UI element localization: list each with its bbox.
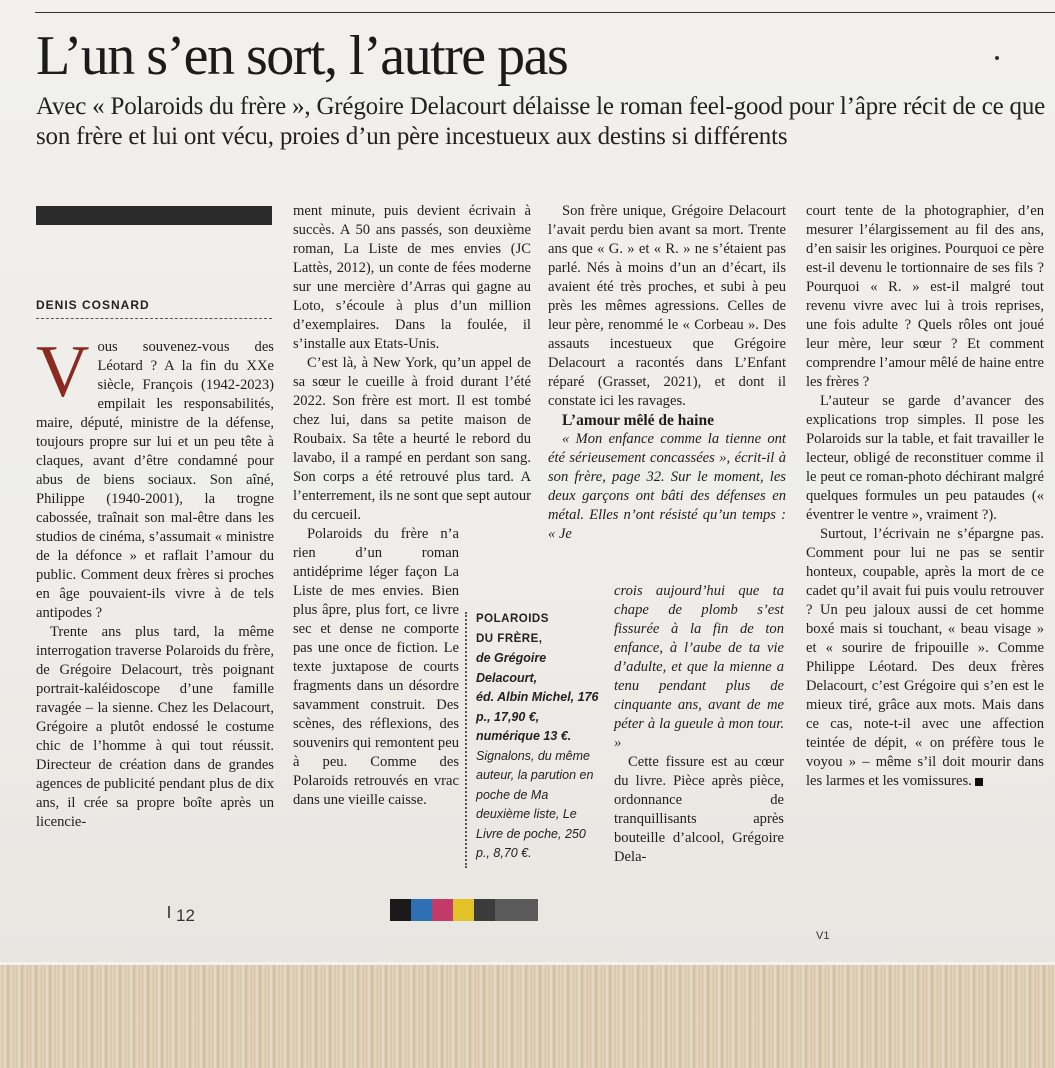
color-swatch [432, 899, 453, 921]
article-headline: L’un s’en sort, l’autre pas [36, 25, 568, 87]
page-number: 12 [176, 906, 195, 925]
drop-cap: V [36, 331, 90, 413]
infobox-title: POLAROIDS [476, 613, 549, 625]
column-4 [806, 202, 1044, 791]
color-swatch [495, 899, 538, 921]
infobox-publisher: éd. Albin Michel, 176 p., 17,90 €, numérique 13 €. [476, 690, 599, 743]
color-swatch [453, 899, 474, 921]
column-1 [36, 331, 274, 832]
article-deck: Avec « Polaroids du frère », Grégoire Delacourt délaisse le roman feel-good pour l’âpre récit de ce que son frère et lui ont vécu, proies d’un père incestueux aux destins si différents [36, 93, 1046, 150]
decorative-dot [995, 56, 999, 60]
paragraph: Cette fissure est au cœur du livre. Pièce après pièce, ordonnance de tranquillisants après bouteille d’alcool, Grégoire Dela- [614, 754, 784, 865]
infobox-note: Signalons, du même auteur, la parution en poche de Ma deuxième liste, Le Livre de poche, 250 p., 8,70 €. [476, 748, 594, 860]
paragraph: crois aujourd’hui que ta chape de plomb s’est fissurée à la fin de ton enfance, à l’aube de ta vie d’adulte, et que la mienne a tenu pendant plus de cinquante ans, avant de me péter à la gueule à mon tour. » [614, 583, 784, 751]
paragraph: Trente ans plus tard, la même interrogation traverse Polaroids du frère, de Grégoire Delacourt, très poignant portrait-kaléidoscope d’une famille ravagée – la sienne. Chez les Delacourt, Grégoire a plutôt endossé le costume chic de l’homme à qui tout réussit. Directeur de création dans de grandes agences de publicité pendant plus de dix ans, il crée sa propre boîte après un licencie- [36, 624, 274, 830]
book-infobox [476, 610, 600, 864]
byline: DENIS COSNARD [36, 298, 272, 319]
infobox-divider [465, 612, 467, 868]
paragraph: Son frère unique, Grégoire Delacourt l’avait perdu bien avant sa mort. Trente ans que « G. » et « R. » ne s’étaient pas parlé. Nés à moins d’un an d’écart, ils avaient été très proches, et subi à peu près les mêmes agressions. Celles de leur père, renommé le « Corbeau ». Des assauts incestueux que Grégoire Delacourt a racontés dans L’Enfant réparé (Grasset, 2021), et dont il constate ici les ravages. [548, 203, 786, 409]
section-bar [36, 206, 272, 225]
paragraph: « Mon enfance comme la tienne ont été sérieusement concassées », écrit-il à son frère, page 32. Sur le moment, les deux garçons ont bâti des défenses en métal. Elles n’ont résisté qu’un temps : « Je [548, 431, 786, 542]
paragraph: court tente de la photographier, d’en mesurer l’élargissement au fil des ans, d’en saisir les origines. Pourquoi ce père est-il devenu le tortionnaire de ses fils ? Pourquoi « R. » est-il malgré tout revenu vivre avec lui à trois reprises, une fois adulte ? Quels rôles ont joué leur mère, leur sœur ? Et comment comprendre l’amour mêlé de haine entre les frères ? [806, 203, 1044, 390]
color-swatch [390, 899, 411, 921]
subheading: L’amour mêlé de haine [562, 412, 714, 429]
color-swatch [474, 899, 495, 921]
paragraph: Polaroids du frère n’a rien d’un roman antidéprime léger façon La Liste de mes envies. Bien plus âpre, plus fort, ce livre sec et dense ne comporte pas une once de fiction. Le texte juxtapose de courts fragments dans un désordre savamment construit. Des scènes, des réflexions, des souvenirs qui remontent peu à peu. Comme des Polaroids retrouvés en vrac dans une vieille caisse. [293, 526, 459, 808]
edition-version: V1 [816, 930, 830, 942]
paragraph: Vous souvenez-vous des Léotard ? A la fin du XXe siècle, François (1942-2023) empilait les responsabilités, maire, député, ministre de la défense, toujours propre sur lui et un peu tête à claques, avant d’être condamné pour abus de biens sociaux. Son aîné, Philippe (1940-2001), la trogne cabossée, traînait son mal-être dans les studios de cinéma, s’assumait « ministre de la défonce » et raflait l’amour du public. Comment deux frères si proches en âge pouvaient-ils vivre à de tels antipodes ? [36, 331, 274, 621]
paragraph: Surtout, l’écrivain ne s’épargne pas. Comment pour lui ne pas se sentir honteux, coupable, après la mort de ce cadet qu’il avait fui puis voulu retrouver ? Un peu jaloux aussi de cet homme boxé mais si touchant, « beau visage » et « sourire de fripouille ». Comme Philippe Léotard. Des deux frères Delacourt, c’est Grégoire qui s’en est le mieux tiré, grâce aux mots. Mais dans ce cas, note-t-il avec une affection teintée de dépit, « on préfère tous le voyou » – même s’il doit mourir dans les larmes et les vomissures. [806, 526, 1044, 789]
crop-tick [168, 906, 170, 918]
column-3 [548, 202, 786, 544]
paragraph: C’est là, à New York, qu’un appel de sa sœur le cueille à froid durant l’été 2022. Son frère est mort. Il est tombé chez lui, dans sa petite maison de Roubaix. Sa tête a heurté le rebord du lavabo, il a rampé en perdant son sang. Son corps a été retrouvé plus tard. A l’enterrement, ils ne sont que sept autour du cercueil. [293, 355, 531, 523]
registration-color-bar [390, 899, 538, 921]
color-swatch [411, 899, 432, 921]
paragraph: L’auteur se garde d’avancer des explications trop simples. Il pose les Polaroids sur la table, et fait travailler le lecteur, obligé de reconstituer comme il le peut ce roman-photo déchirant malgré quelques formules un peu pataudes (« éventrer le ventre », vraiment ?). [806, 393, 1044, 523]
infobox-author: de Grégoire Delacourt, [476, 651, 547, 685]
infobox-title-2: DU FRÈRE, [476, 632, 543, 645]
paper-stack-edge [0, 965, 1055, 1068]
top-rule [35, 12, 1055, 13]
paragraph: ment minute, puis devient écrivain à succès. A 50 ans passés, son deuxième roman, La Liste de mes envies (JC Lattès, 2012), un conte de fées moderne sur une mercière d’Arras qui gagne au Loto, s’écoule à plus d’un million d’exemplaires. Dans la foulée, il s’installe aux Etats-Unis. [293, 203, 531, 352]
column-3-continued [614, 582, 784, 867]
end-of-article-mark [975, 778, 983, 786]
